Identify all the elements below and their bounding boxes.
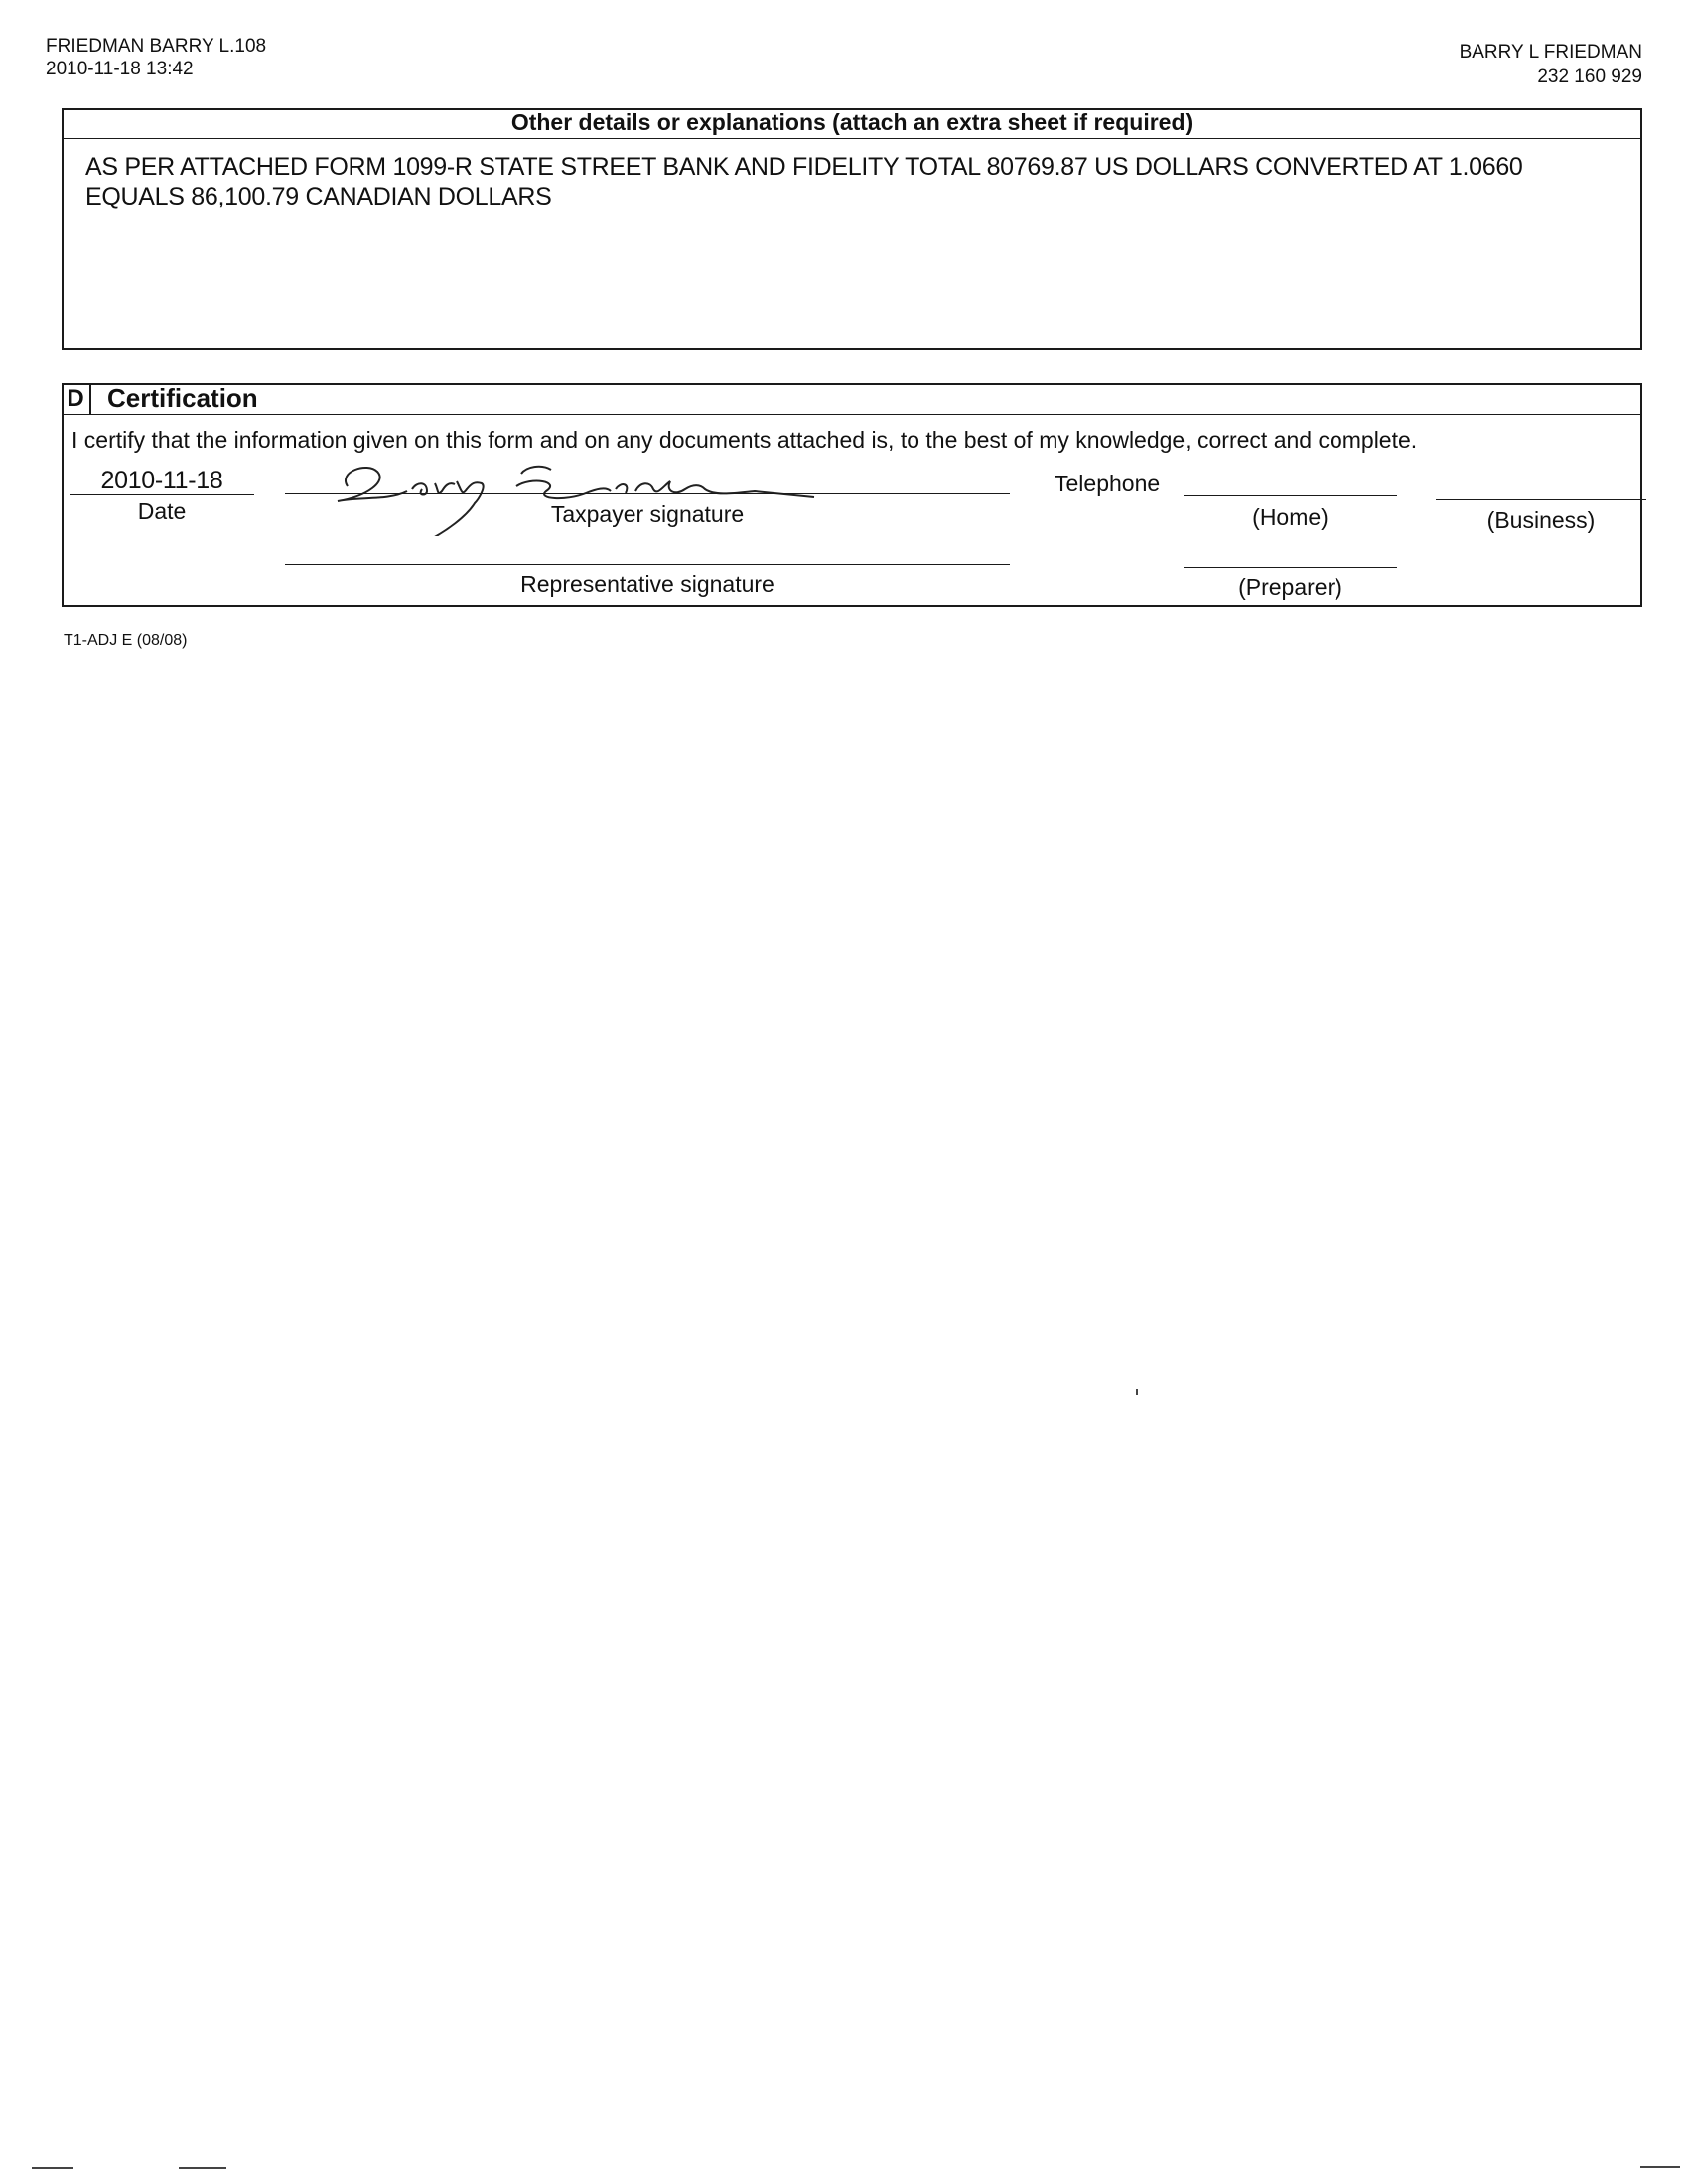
- header-right-number: 232 160 929: [1537, 67, 1642, 87]
- form-id: T1-ADJ E (08/08): [64, 632, 188, 649]
- other-details-divider: [62, 138, 1642, 139]
- date-line: [70, 494, 254, 495]
- scan-mark: [32, 2167, 73, 2169]
- other-details-box: [62, 108, 1642, 350]
- certification-title: Certification: [107, 383, 258, 413]
- section-letter: D: [62, 383, 91, 414]
- business-label: (Business): [1486, 507, 1596, 533]
- other-details-text: AS PER ATTACHED FORM 1099-R STATE STREET BANK AND FIDELITY TOTAL 80769.87 US DOLLARS CONVERTED AT 1.0660 EQUALS 86,100.79 CANADIAN DOLLARS: [85, 153, 1523, 210]
- telephone-label: Telephone: [1055, 471, 1161, 496]
- scan-mark: [179, 2167, 226, 2169]
- date-value: 2010-11-18: [100, 467, 223, 494]
- header-right-name: BARRY L FRIEDMAN: [1459, 42, 1642, 63]
- taxpayer-signature-label: Taxpayer signature: [550, 501, 745, 527]
- header-left-timestamp: 2010-11-18 13:42: [46, 59, 194, 79]
- representative-signature-line: [285, 564, 1010, 565]
- taxpayer-signature-line: [285, 493, 1010, 494]
- representative-signature-label: Representative signature: [520, 571, 774, 597]
- scan-mark: [1640, 2166, 1680, 2168]
- home-phone-line: [1184, 495, 1397, 496]
- home-label: (Home): [1252, 504, 1329, 530]
- other-details-title: Other details or explanations (attach an extra sheet if required): [510, 109, 1194, 135]
- business-phone-line: [1436, 499, 1646, 500]
- certification-divider: [62, 414, 1642, 415]
- preparer-phone-line: [1184, 567, 1397, 568]
- scan-speck: [1136, 1389, 1138, 1395]
- certification-statement: I certify that the information given on this form and on any documents attached is, to the best of my knowledge, correct and complete.: [71, 427, 1418, 453]
- preparer-label: (Preparer): [1238, 574, 1342, 600]
- date-label: Date: [137, 498, 187, 524]
- header-left-name: FRIEDMAN BARRY L.108: [46, 36, 267, 57]
